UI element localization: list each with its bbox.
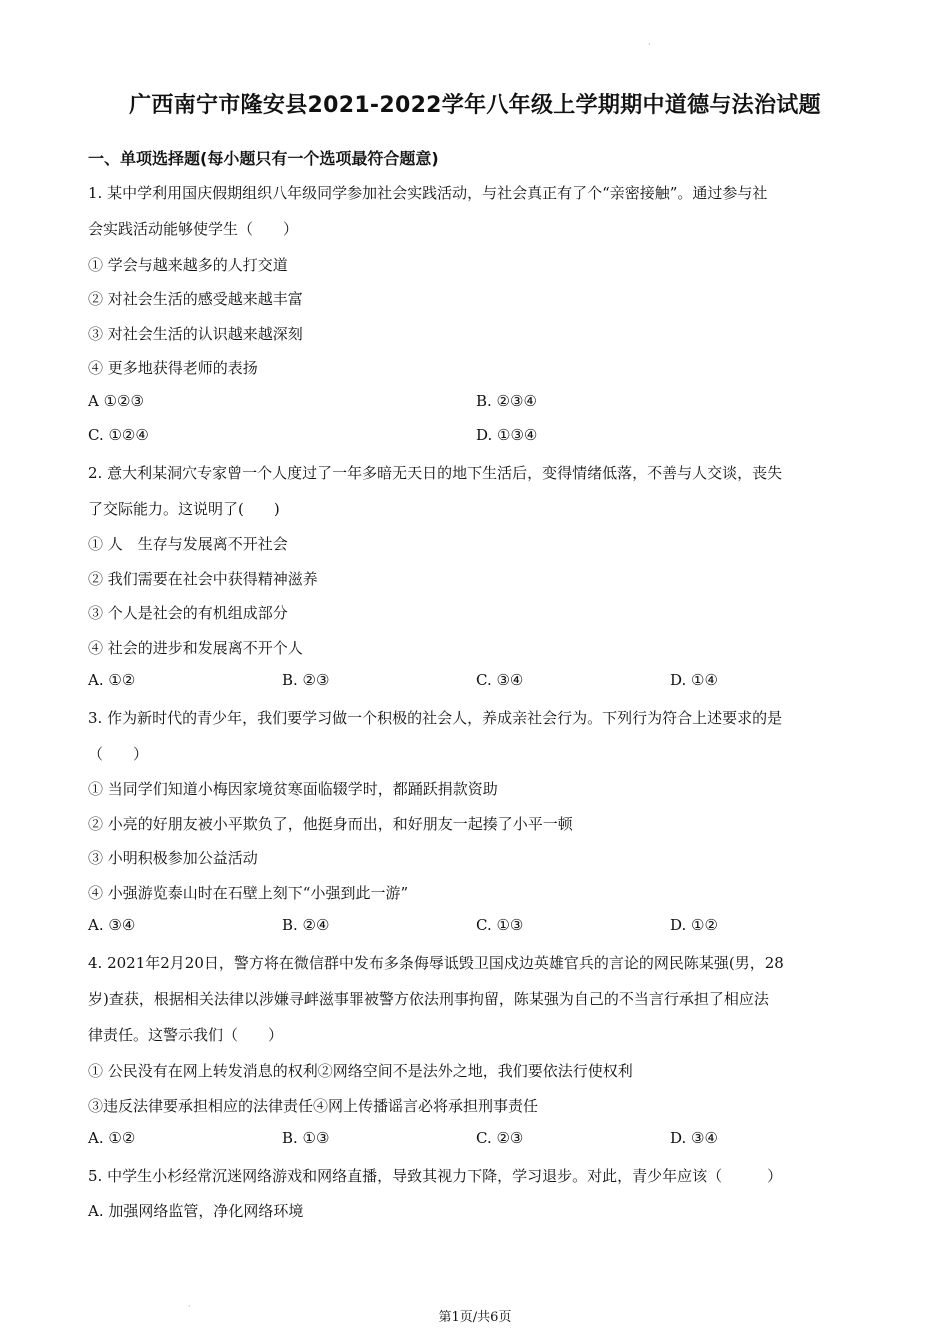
page-number: 第1页/共6页 — [438, 1310, 512, 1325]
question-1-item: ② 对社会生活的感受越来越丰富 — [88, 290, 303, 308]
question-1-option-b: B. ②③④ — [476, 392, 537, 410]
question-3-item: ③ 小明积极参加公益活动 — [88, 849, 258, 867]
question-1-stem-line-2: 会实践活动能够使学生（ ） — [88, 220, 299, 238]
question-3-option-b: B. ②④ — [282, 916, 330, 934]
question-3-stem-line-2: （ ） — [88, 745, 149, 763]
question-1-option-a: A ①②③ — [88, 392, 144, 410]
question-2-item: ③ 个人是社会的有机组成部分 — [88, 604, 288, 622]
question-4-stem-line-3: 律责任。这警示我们（ ） — [88, 1026, 284, 1044]
question-1-stem-line-1: 1. 某中学利用国庆假期组织八年级同学参加社会实践活动，与社会真正有了个“亲密接触”。通过参与社 — [88, 184, 768, 202]
question-2-stem-line-1: 2. 意大利某洞穴专家曾一个人度过了一年多暗无天日的地下生活后，变得情绪低落，不善与人交谈，丧失 — [88, 464, 783, 482]
question-1-option-d: D. ①③④ — [476, 426, 538, 444]
question-1-item: ① 学会与越来越多的人打交道 — [88, 256, 288, 274]
question-3-option-d: D. ①② — [670, 916, 718, 934]
question-1-item: ④ 更多地获得老师的表扬 — [88, 359, 258, 377]
question-3-item: ② 小亮的好朋友被小平欺负了，他挺身而出，和好朋友一起揍了小平一顿 — [88, 815, 573, 833]
question-1-item: ③ 对社会生活的认识越来越深刻 — [88, 325, 303, 343]
page-title: 广西南宁市隆安县2021-2022学年八年级上学期期中道德与法治试题 — [129, 93, 821, 118]
question-2-option-a: A. ①② — [88, 671, 136, 689]
question-2-option-b: B. ②③ — [282, 671, 330, 689]
question-4-item: ① 公民没有在网上转发消息的权利②网络空间不是法外之地，我们要依法行使权利 — [88, 1062, 633, 1080]
question-2-option-d: D. ①④ — [670, 671, 718, 689]
question-5-stem-line-1: 5. 中学生小杉经常沉迷网络游戏和网络直播，导致其视力下降，学习退步。对此，青少年应该（ ） — [88, 1167, 783, 1185]
question-1-option-c: C. ①②④ — [88, 426, 149, 444]
question-5-option-a: A. 加强网络监管，净化网络环境 — [88, 1202, 304, 1220]
section-heading: 一、单项选择题(每小题只有一个选项最符合题意) — [88, 149, 439, 168]
question-2-item: ④ 社会的进步和发展离不开个人 — [88, 639, 303, 657]
question-3-item: ④ 小强游览泰山时在石壁上刻下“小强到此一游” — [88, 884, 409, 902]
question-4-stem-line-1: 4. 2021年2月20日，警方将在微信群中发布多条侮辱诋毁卫国戍边英雄官兵的言论的网民陈某强(男，28 — [88, 954, 784, 972]
question-2-item: ① 人 生存与发展离不开社会 — [88, 535, 288, 553]
question-3-option-a: A. ③④ — [88, 916, 136, 934]
scan-mark: · — [648, 40, 651, 49]
question-2-item: ② 我们需要在社会中获得精神滋养 — [88, 570, 318, 588]
question-4-option-b: B. ①③ — [282, 1129, 330, 1147]
question-4-option-d: D. ③④ — [670, 1129, 718, 1147]
question-2-stem-line-2: 了交际能力。这说明了( ) — [88, 500, 280, 518]
scan-mark: · — [188, 1302, 191, 1311]
question-3-item: ① 当同学们知道小梅因家境贫寒面临辍学时，都踊跃捐款资助 — [88, 780, 498, 798]
question-4-stem-line-2: 岁)查获，根据相关法律以涉嫌寻衅滋事罪被警方依法刑事拘留，陈某强为自己的不当言行承担了相应法 — [88, 990, 769, 1008]
question-2-option-c: C. ③④ — [476, 671, 524, 689]
question-4-option-a: A. ①② — [88, 1129, 136, 1147]
question-4-option-c: C. ②③ — [476, 1129, 524, 1147]
question-4-item: ③违反法律要承担相应的法律责任④网上传播谣言必将承担刑事责任 — [88, 1097, 539, 1115]
question-3-option-c: C. ①③ — [476, 916, 524, 934]
question-3-stem-line-1: 3. 作为新时代的青少年，我们要学习做一个积极的社会人，养成亲社会行为。下列行为符合上述要求的是 — [88, 709, 783, 727]
